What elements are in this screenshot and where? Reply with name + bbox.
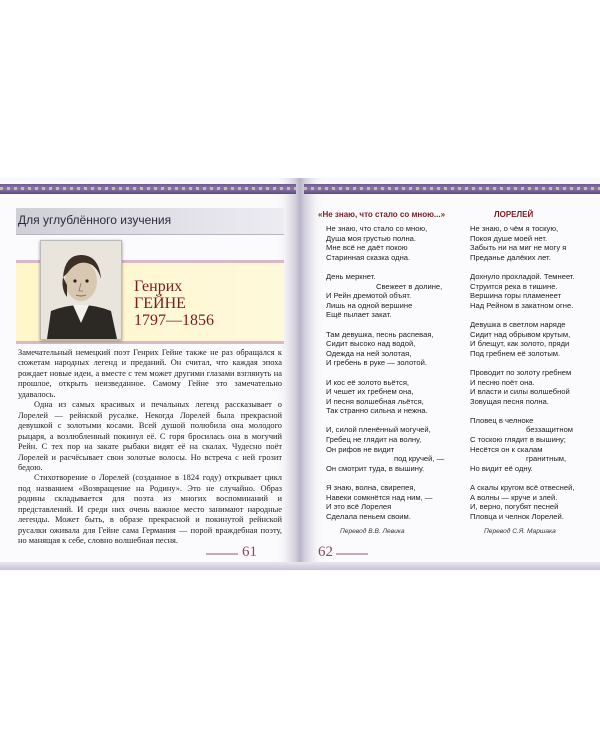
stanza-gap <box>326 320 468 330</box>
poem-line: И песню поёт она. <box>470 377 535 387</box>
poem-line: Девушка в светлом наряде <box>470 319 566 329</box>
poem-line: И, силой пленённый могучей, <box>326 425 431 435</box>
poem-line: Над Рейном в закатном огне. <box>470 300 574 310</box>
stanza-gap <box>470 358 598 368</box>
poem-line: Струится река в тишине. <box>470 281 558 291</box>
poem-line: Он рифов не видит <box>326 444 395 454</box>
poem-line: Душа моя грустью полна. <box>326 233 416 243</box>
poem-line: Сидит над обрывом крутым, <box>470 329 571 339</box>
poem-line: гранитным, <box>526 454 567 464</box>
article-text <box>18 348 282 547</box>
stanza-gap <box>470 473 598 483</box>
stanza-gap <box>326 473 468 483</box>
poem-line: под кручей, — <box>394 454 445 464</box>
stanza-gap <box>326 368 468 378</box>
poem-line: Ещё пылает закат. <box>326 310 392 320</box>
poem-line: С тоскою глядит в вышину; <box>470 435 566 445</box>
poem-line: И, верно, погубят песней <box>470 502 559 512</box>
poem-line: И это всё Лорелея <box>326 502 392 512</box>
poem-line: И власти и силы волшебной <box>470 387 570 397</box>
poem-line: Он смотрит туда, в вышину. <box>326 463 425 473</box>
poem-line: Покоя душе моей нет. <box>470 233 548 243</box>
poem-line: А скалы кругом всё отвесней, <box>470 483 575 493</box>
poem-line: А волны — круче и злей. <box>470 492 558 502</box>
poem-line: И Рейн дремотой объят. <box>326 291 412 301</box>
poem-line: Пловца и челнок Лорелей. <box>470 511 564 521</box>
poem-line: Забыть ни на миг не могу я <box>470 243 567 253</box>
poem-line: И гребень в руке — золотой. <box>326 358 427 368</box>
poem-line: беззащитном <box>526 425 574 435</box>
poem-line: Не знаю, что стало со мною, <box>326 224 428 233</box>
poem-line: Дохнуло прохладой. Темнеет. <box>470 271 575 281</box>
page-number-right: 62 <box>318 544 333 560</box>
translator-credit-levik: Перевод В.В. Левика <box>340 528 405 535</box>
translator-credit-marshak: Перевод С.Я. Маршака <box>484 528 556 535</box>
poem-line: И чешет их гребнем она, <box>326 387 414 397</box>
poem-line: Навеки сомкнётся над ним, — <box>326 492 433 502</box>
poet-last-name: ГЕЙНЕ <box>134 295 186 312</box>
poem-levik <box>326 224 468 521</box>
ornament-band-right <box>304 184 600 194</box>
poem-line: Вершина горы пламенеет <box>470 291 562 301</box>
poem-marshak <box>470 224 598 521</box>
stanza-gap <box>470 262 598 272</box>
poem-title-marshak: ЛОРЕЛЕЙ <box>494 210 534 219</box>
poet-first-name: Генрих <box>134 278 183 295</box>
page-bottom-edge <box>0 562 600 570</box>
poem-line: Одежда на ней золотая, <box>326 348 412 358</box>
poem-line: И блещут, как золото, пряди <box>470 339 570 349</box>
poet-portrait-image <box>40 240 122 340</box>
poem-line: Там девушка, песнь распевая, <box>326 329 434 339</box>
poem-line: Но видит её одну. <box>470 463 533 473</box>
poet-years: 1797—1856 <box>134 312 214 329</box>
poem-line: Преданье далёких лет. <box>470 252 551 262</box>
poem-line: Лишь на одной вершине <box>326 300 413 310</box>
article-paragraph: Стихотворение о Лорелей (созданное в 1824 году) открывает цикл под названием «Возвращение на Родину». Это не случайно. Образ родины складывается для поэта из многих воспоминаний и представлений. И среди них очень важное место занимают народные легенды. Может быть, в образе прекрасной и покинутой рейнской русалки оживала для Гейне сама Германия — порой враждебная поэту, но манящая к себе, словно волшебная песня. <box>18 473 282 546</box>
stanza-gap <box>470 310 598 320</box>
poem-line: Зовущая песня полна. <box>470 396 549 406</box>
article-paragraph: Одна из самых красивых и печальных легенд рассказывает о Лорелей — рейнской русалке. Некогда Лорелей была прекрасной девушкой с золотыми косами. Всей душой полюбила она молодого рыцаря, а возлюбленный покинул её. С горя бросилась она в могучий Рейн. С тех пор на закате рыбаки видят её на скалах. Чудесно поёт Лорелей и расчёсывает свои золотые волосы. Но встреча с ней грозит бедою. <box>18 400 282 472</box>
poem-line: Гребец не глядит на волну, <box>326 435 422 445</box>
section-title: Для углублённого изучения <box>18 213 172 227</box>
poem-line: И кос её золото вьётся, <box>326 377 410 387</box>
book-spread <box>0 178 600 570</box>
book-gutter <box>294 178 306 570</box>
poem-line: Сидит высоко над водой, <box>326 339 416 349</box>
poem-line: Несётся он к скалам <box>470 444 543 454</box>
poem-line: Сделала пеньем своим. <box>326 511 411 521</box>
poem-line: Проводит по золоту гребнем <box>470 367 572 377</box>
article-paragraph: Замечательный немецкий поэт Генрих Гейне также не раз обращался к сюжетам народных легенд и преданий. Он считал, что каждая эпоха рождает новые идеи, а вместе с тем может другими глазами взглянуть на прошлое, открыть неизведанное. Самому Гейне это замечательно удавалось. <box>18 348 282 399</box>
poem-line: Свежеет в долине, <box>376 281 443 291</box>
poem-line: Я знаю, волна, свирепея, <box>326 483 416 493</box>
poem-line: Под гребнем её золотым. <box>470 348 561 358</box>
stanza-gap <box>326 262 468 272</box>
poem-line: И песня волшебная льётся, <box>326 396 424 406</box>
poem-line: Не знаю, о чём я тоскую, <box>470 224 559 233</box>
page-number-ornament-left <box>206 553 238 555</box>
page-number-ornament-right <box>336 553 368 555</box>
stanza-gap <box>470 406 598 416</box>
poem-line: Пловец в челноке <box>470 415 534 425</box>
poem-line: День меркнет. <box>326 271 376 281</box>
stanza-gap <box>326 416 468 426</box>
ornament-band-left <box>0 184 296 194</box>
poem-title-levik: «Не знаю, что стало со мною...» <box>318 210 446 219</box>
poem-line: Так странно сильна и нежна. <box>326 406 428 416</box>
poem-line: Мне всё не даёт покою <box>326 243 408 253</box>
poem-line: Старинная сказка одна. <box>326 252 411 262</box>
page-number-left: 61 <box>242 544 257 560</box>
